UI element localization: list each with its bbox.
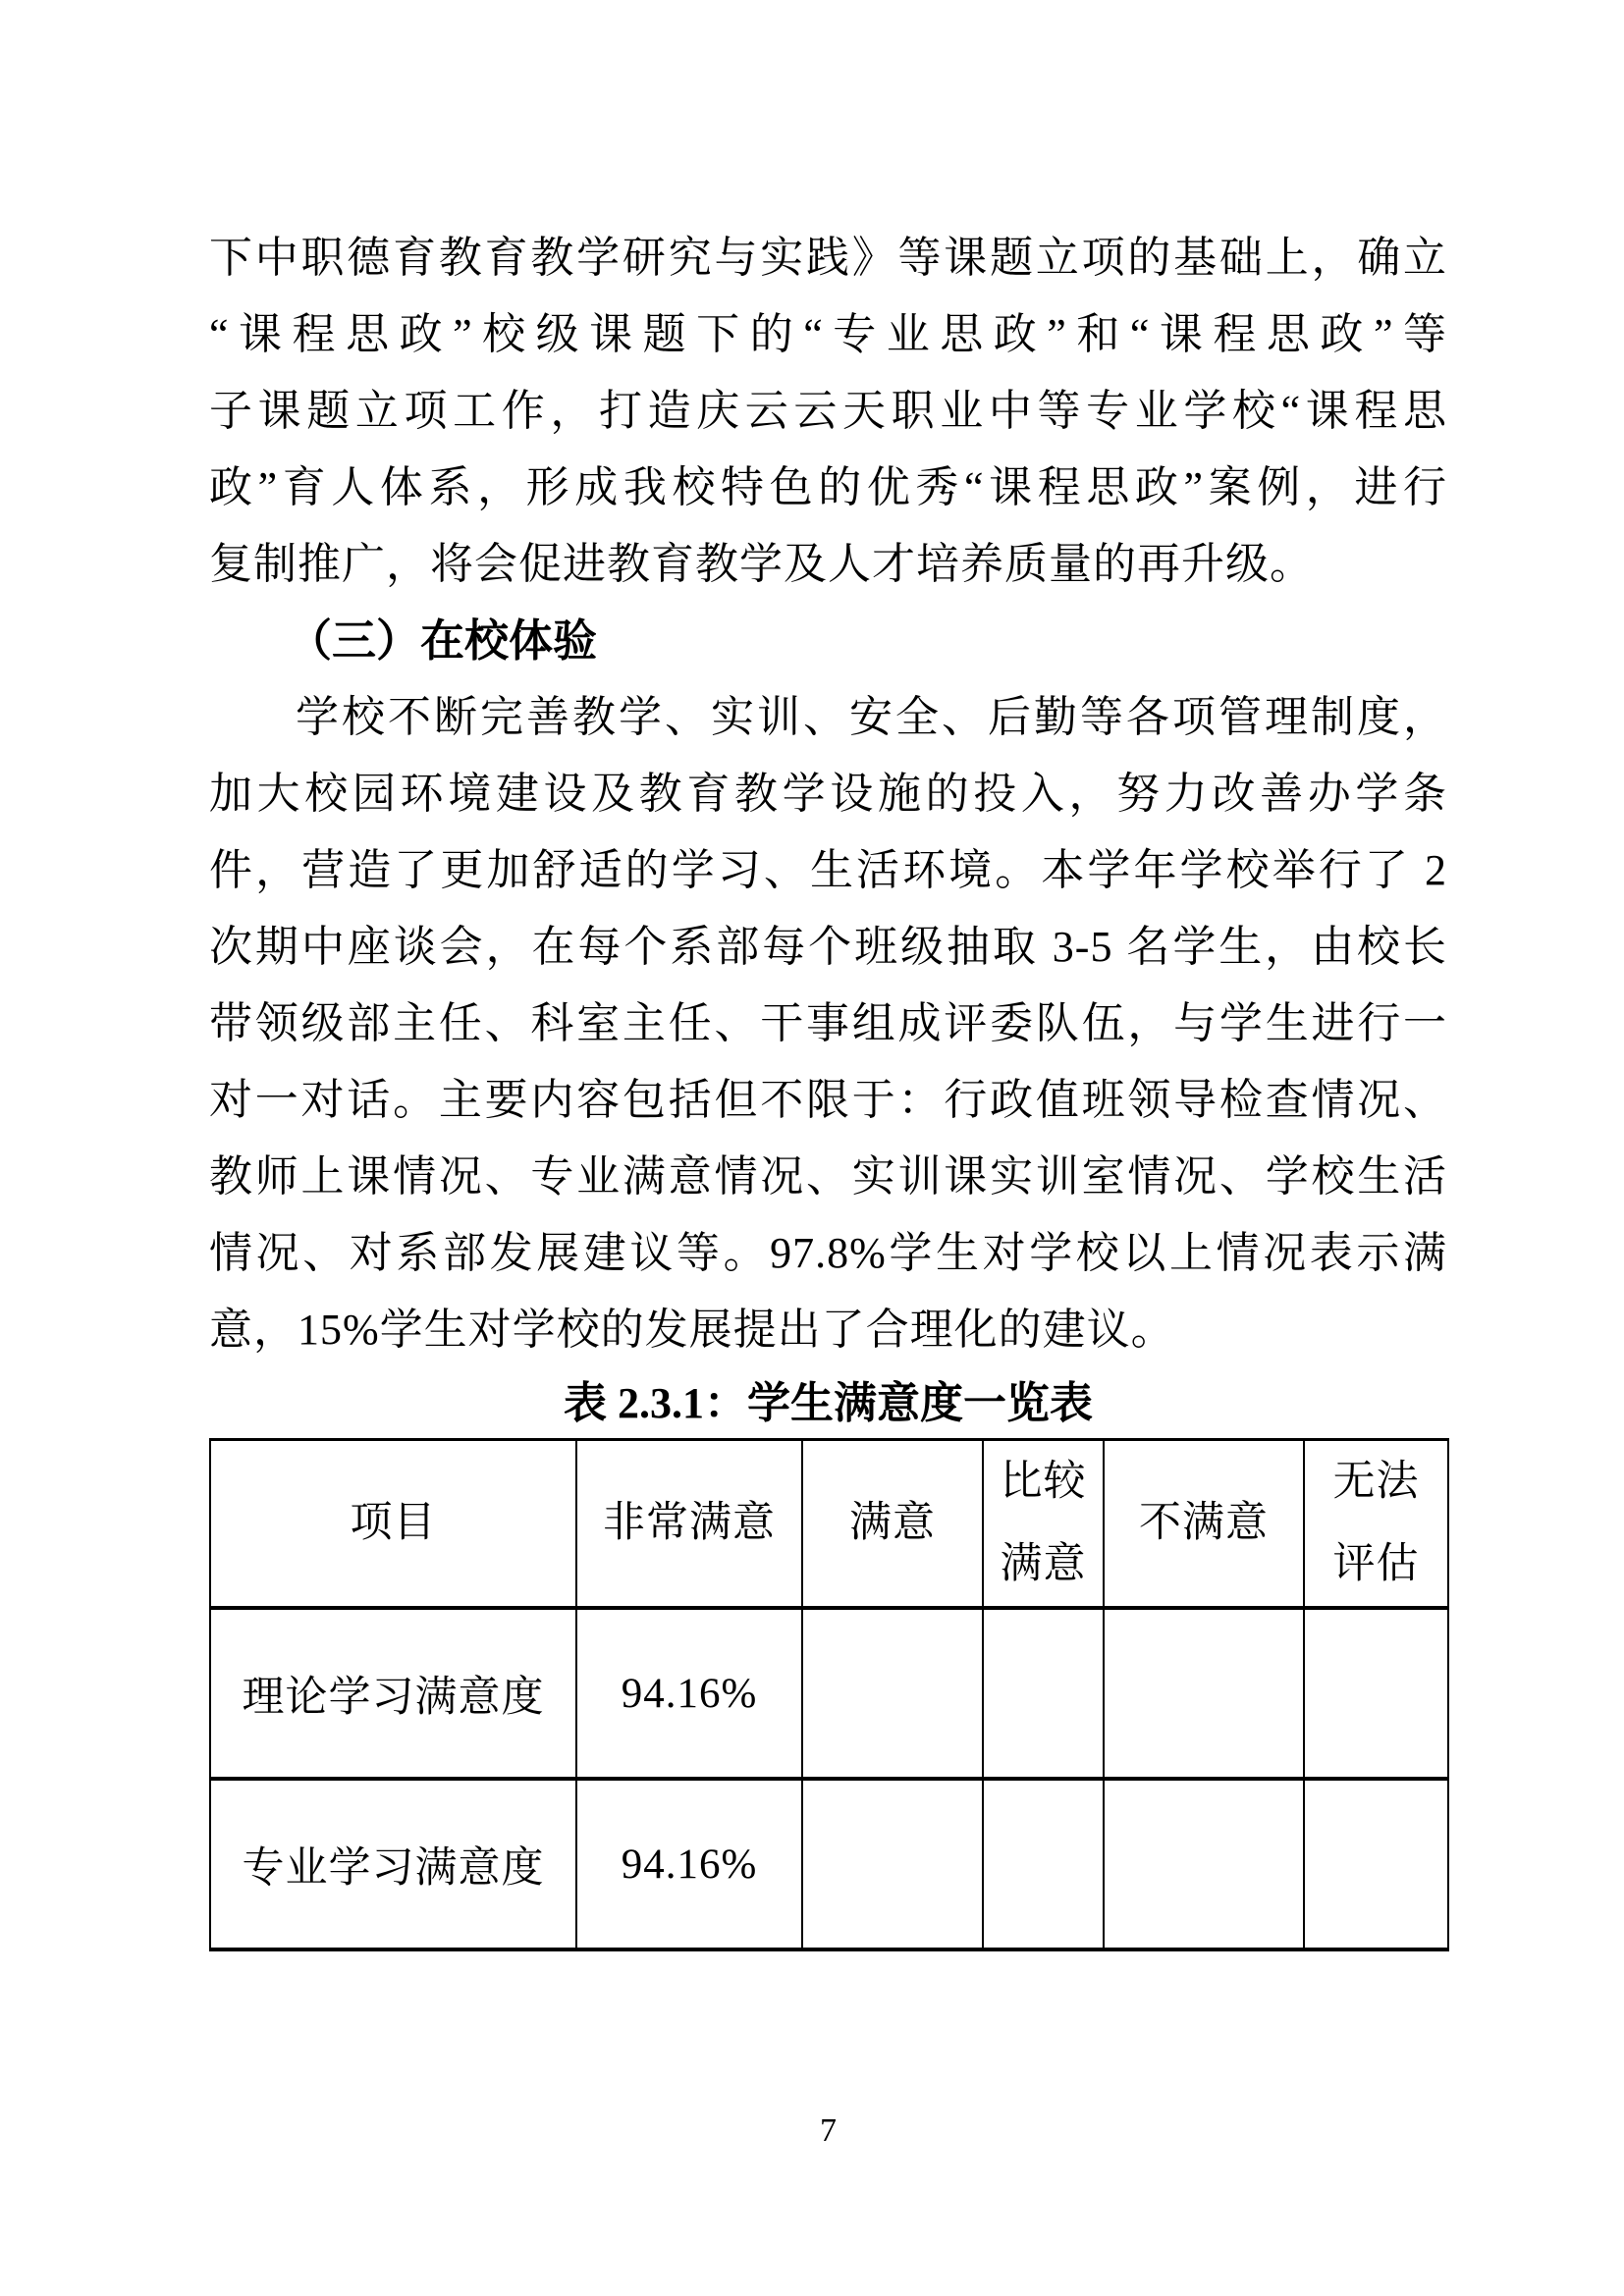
- table-cell-empty: [1104, 1779, 1304, 1949]
- header-cell-fairly-satisfied: [983, 1440, 1104, 1609]
- section-heading: （三）在校体验: [288, 616, 598, 666]
- text-line: 件，营造了更加舒适的学习、生活环境。本学年学校举行了 2: [209, 846, 1447, 894]
- text-line: 加大校园环境建设及教育教学设施的投入，努力改善办学条: [209, 770, 1447, 818]
- table-row-major-satisfaction: [210, 1779, 1448, 1949]
- header-cell-cannot-assess: [1304, 1440, 1448, 1609]
- text-line: 带领级部主任、科室主任、干事组成评委队伍，与学生进行一: [209, 999, 1447, 1047]
- header-label: 满意: [849, 1500, 936, 1546]
- table-cell-value: 94.16%: [576, 1608, 802, 1779]
- table-title: 表 2.3.1：学生满意度一览表: [564, 1379, 1093, 1427]
- table-cell-empty: [983, 1608, 1104, 1779]
- body-text: [209, 220, 1447, 1368]
- table-cell-label: 专业学习满意度: [210, 1779, 576, 1949]
- table-cell-empty: [802, 1779, 983, 1949]
- table-cell-empty: [802, 1608, 983, 1779]
- text-line: 下中职德育教育教学研究与实践》等课题立项的基础上，确立: [209, 234, 1447, 282]
- header-cell-very-satisfied: [576, 1440, 802, 1609]
- satisfaction-table: [209, 1438, 1449, 1951]
- header-cell-satisfied: [802, 1440, 983, 1609]
- text-line: 学校不断完善教学、实训、安全、后勤等各项管理制度，: [296, 693, 1447, 741]
- header-label: 比较: [1000, 1459, 1087, 1505]
- header-label: 不满意: [1139, 1500, 1269, 1546]
- table-cell-empty: [1304, 1608, 1448, 1779]
- header-label: 项目: [350, 1500, 437, 1546]
- header-cell-unsatisfied: [1104, 1440, 1304, 1609]
- table-cell-empty: [1104, 1608, 1304, 1779]
- header-label: 满意: [1000, 1541, 1087, 1587]
- text-line: “课程思政”校级课题下的“专业思政”和“课程思政”等: [209, 310, 1447, 358]
- text-line: 意，15%学生对学校的发展提出了合理化的建议。: [209, 1306, 1175, 1354]
- text-line: 次期中座谈会，在每个系部每个班级抽取 3-5 名学生，由校长: [209, 923, 1447, 971]
- header-label: 无法: [1332, 1459, 1420, 1505]
- header-label: 评估: [1332, 1541, 1420, 1587]
- text-line: 政”育人体系，形成我校特色的优秀“课程思政”案例，进行: [209, 463, 1447, 511]
- table-cell-label: 理论学习满意度: [210, 1608, 576, 1779]
- text-line: 对一对话。主要内容包括但不限于：行政值班领导检查情况、: [209, 1076, 1447, 1124]
- text-line: 情况、对系部发展建议等。97.8%学生对学校以上情况表示满: [209, 1229, 1447, 1277]
- text-line: 复制推广，将会促进教育教学及人才培养质量的再升级。: [209, 540, 1314, 588]
- table-cell-value: 94.16%: [576, 1779, 802, 1949]
- table-cell-empty: [1304, 1779, 1448, 1949]
- text-line: 子课题立项工作，打造庆云云天职业中等专业学校“课程思: [209, 387, 1447, 435]
- header-label: 非常满意: [603, 1500, 776, 1546]
- table-header-row: [210, 1440, 1448, 1609]
- text-line: 教师上课情况、专业满意情况、实训课实训室情况、学校生活: [209, 1152, 1447, 1201]
- table-cell-empty: [983, 1779, 1104, 1949]
- header-cell-item: [210, 1440, 576, 1609]
- page-number: 7: [820, 2112, 837, 2149]
- table-row-theory-satisfaction: [210, 1608, 1448, 1779]
